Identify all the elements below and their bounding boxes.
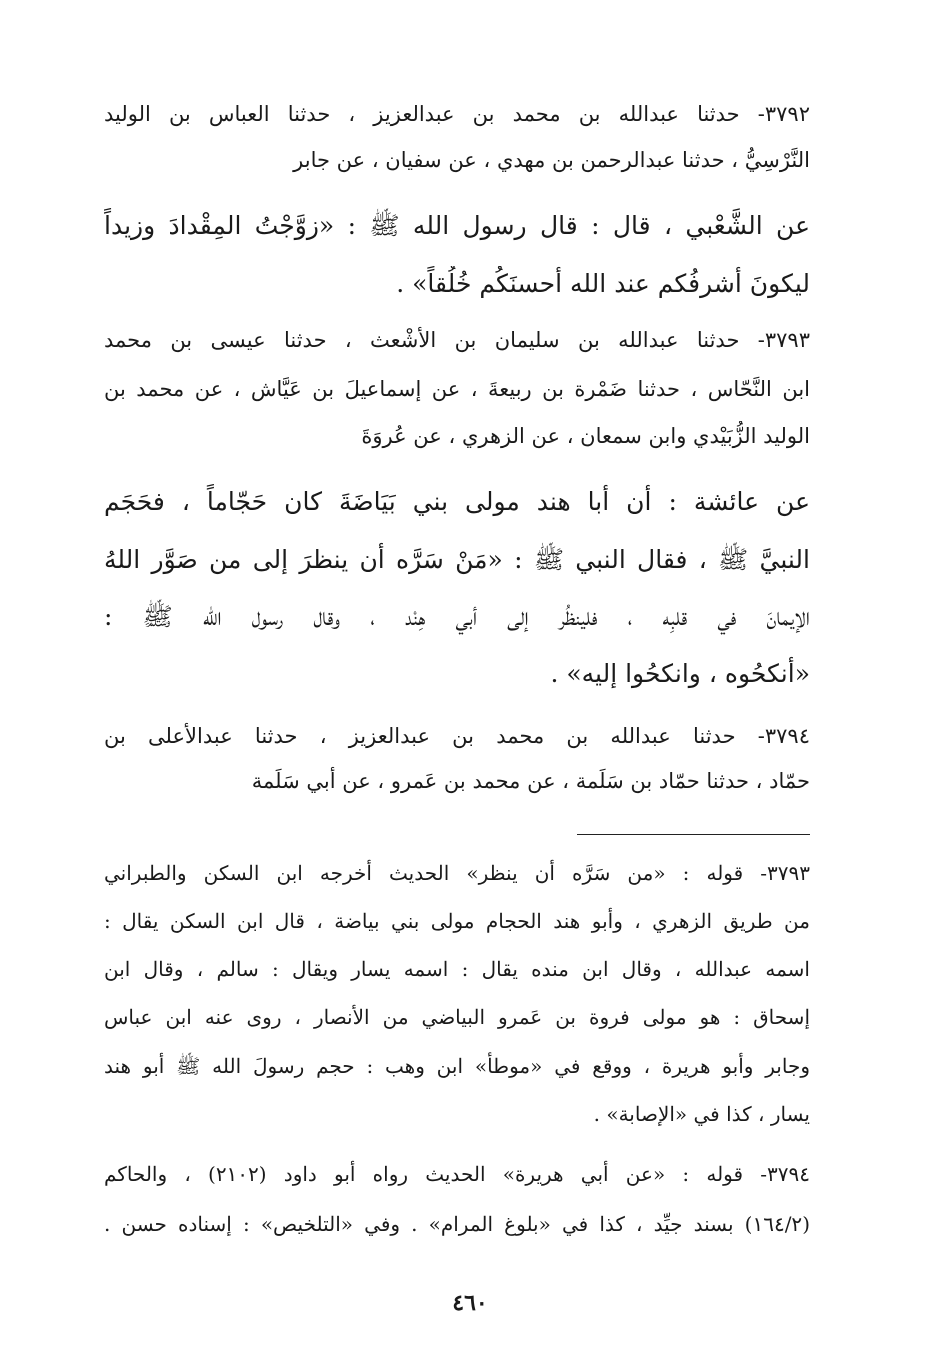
body-line: ابن النَّحّاس ، حدثنا ضَمْرة بن ربيعةَ ، عن إسماعيلَ بن عَيَّاش ، عن محمد بن <box>104 377 810 401</box>
body-line: «أنكحُوه ، وانكحُوا إليه» . <box>550 659 810 688</box>
footnote-line: (١٦٤/٢) بسند جيِّد ، كذا في «بلوغ المرام» . وفي «التلخيص» : إسناده حسن . <box>104 1212 810 1236</box>
body-line: حمّاد ، حدثنا حمّاد بن سَلَمة ، عن محمد بن عَمرو ، عن أبي سَلَمة <box>251 769 810 793</box>
footnote-line: إسحاق : هو مولى فروة بن عَمرو البياضي من الأنصار ، روى عنه ابن عباس <box>104 1005 810 1029</box>
page-number: ٤٦٠ <box>452 1290 488 1316</box>
body-line: ليكونَ أشرفُكم عند الله أحسنَكُم خُلُقاً» . <box>396 269 810 298</box>
footnote-line: وجابر وأبو هريرة ، ووقع في «موطأ» ابن وهب : حجم رسولَ الله ﷺ أبو هند <box>104 1054 810 1078</box>
footnote-line: ٣٧٩٣- قوله : «من سَرَّه أن ينظر» الحديث أخرجه ابن السكن والطبراني <box>104 861 810 885</box>
body-line: عن عائشة : أن أبا هند مولى بني بَيَاضَةَ كان حَجّاماً ، فحَجَم <box>104 487 810 516</box>
body-line: ٣٧٩٣- حدثنا عبدالله بن سليمان بن الأشْعث ، حدثنا عيسى بن محمد <box>104 328 810 352</box>
footnote-line: من طريق الزهري ، وأبو هند الحجام مولى بني بياضة ، قال ابن السكن يقال : <box>104 909 810 933</box>
body-line: النبيَّ ﷺ ، فقال النبي ﷺ : «مَنْ سَرَّه أن ينظرَ إلى من صَوَّر اللهُ <box>104 545 810 574</box>
footnote-line: ٣٧٩٤- قوله : «عن أبي هريرة» الحديث رواه أبو داود (٢١٠٢) ، والحاكم <box>104 1162 810 1186</box>
footnote-line: يسار ، كذا في «الإصابة» . <box>593 1102 810 1126</box>
body-line: الوليد الزُّبَيْدي وابن سمعان ، عن الزهري ، عن عُروَةَ <box>361 424 810 448</box>
body-line: ٣٧٩٤- حدثنا عبدالله بن محمد بن عبدالعزيز ، حدثنا عبدالأعلى بن <box>104 724 810 748</box>
body-line: ٣٧٩٢- حدثنا عبدالله بن محمد بن عبدالعزيز ، حدثنا العباس بن الوليد <box>104 102 810 126</box>
body-line: عن الشَّعْبي ، قال : قال رسول الله ﷺ : «زوَّجْتُ المِقْدادَ وزيداً <box>104 211 810 240</box>
body-line: النَّرْسِيُّ ، حدثنا عبدالرحمن بن مهدي ، عن سفيان ، عن جابر <box>293 148 810 172</box>
footnote-line: اسمه عبدالله ، وقال ابن منده يقال : اسمه يسار ويقال : سالم ، وقال ابن <box>104 957 810 981</box>
body-line: الإيمانَ في قلبِه ، فلينظُر إلى أبي هِنْد ، وقال رسول الله ﷺ : <box>104 602 810 631</box>
footnote-separator <box>577 834 810 835</box>
